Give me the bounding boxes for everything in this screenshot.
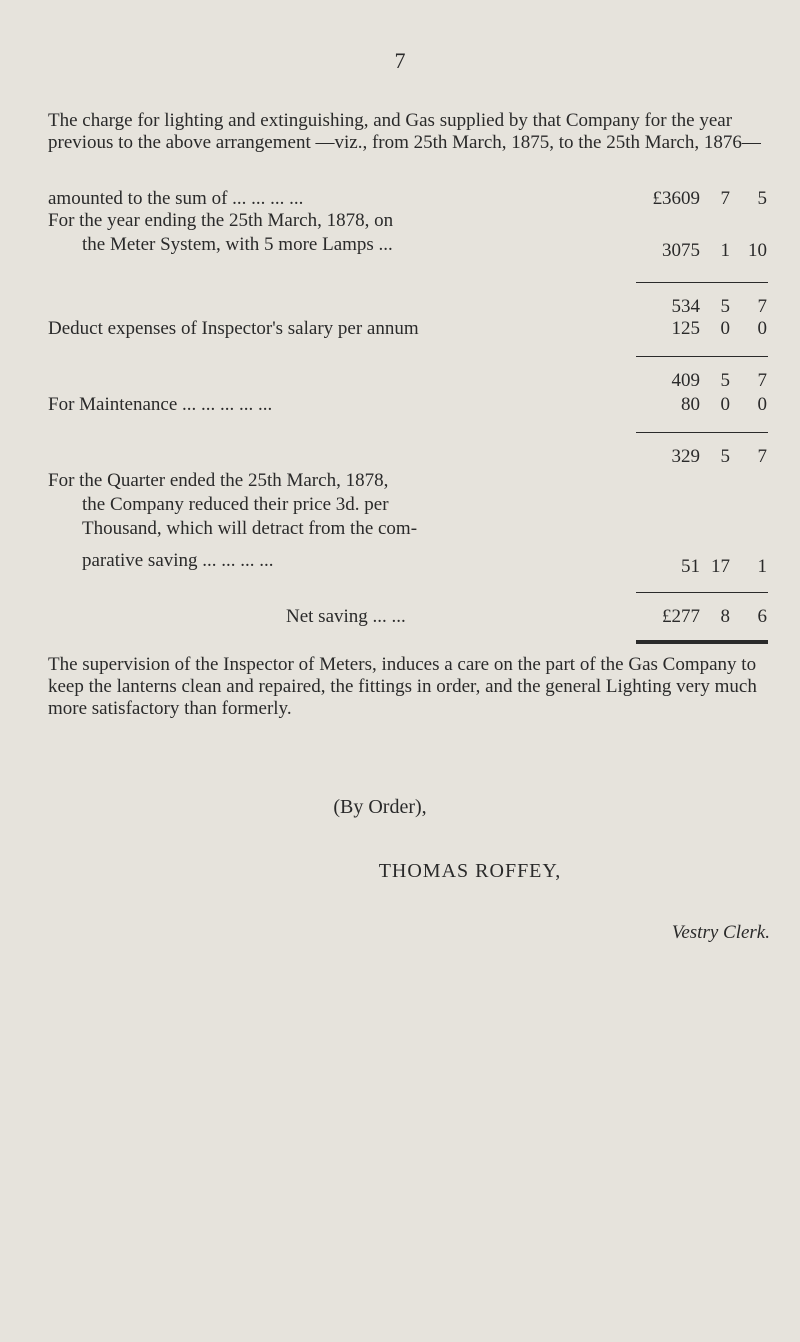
row-meter-pounds: 3075 <box>662 240 700 261</box>
row-amounted-pounds: £3609 <box>652 188 700 209</box>
subtotal-2-shillings: 5 <box>720 370 730 391</box>
subtotal-2-pence: 7 <box>757 370 767 391</box>
row-maintenance-pence: 0 <box>757 394 767 415</box>
row-maintenance-shillings: 0 <box>720 394 730 415</box>
subtotal-3-shillings: 5 <box>720 446 730 467</box>
row-quarter-pounds: 51 <box>681 556 700 577</box>
rule-final <box>636 640 768 644</box>
page-number: 7 <box>394 48 406 73</box>
rule-2 <box>636 356 768 357</box>
row-inspector-label: Deduct expenses of Inspector's salary per annum <box>48 318 419 339</box>
row-quarter-shillings: 17 <box>711 556 730 577</box>
row-quarter-label-4: parative saving ... ... ... ... <box>82 550 274 571</box>
row-meter-pence: 10 <box>748 240 767 261</box>
signatory-name: THOMAS ROFFEY, <box>378 860 562 882</box>
row-amounted-pence: 5 <box>757 188 767 209</box>
row-meter-label-1: For the year ending the 25th March, 1878, on <box>48 210 394 231</box>
row-quarter-label-3: Thousand, which will detract from the com- <box>82 518 418 539</box>
row-amounted-shillings: 7 <box>720 188 730 209</box>
rule-3 <box>636 432 768 433</box>
row-inspector-pence: 0 <box>757 318 767 339</box>
row-quarter-pence: 1 <box>757 556 767 577</box>
subtotal-3-pounds: 329 <box>671 446 700 467</box>
by-order: (By Order), <box>333 796 427 818</box>
subtotal-2-pounds: 409 <box>671 370 700 391</box>
subtotal-1-pence: 7 <box>757 296 767 317</box>
subtotal-3-pence: 7 <box>757 446 767 467</box>
row-inspector-shillings: 0 <box>720 318 730 339</box>
closing-paragraph: The supervision of the Inspector of Meters, induces a care on the part of the Gas Company to keep the lanterns clean and repaired, the fittings in order, and the general Lighting very much more satisfactory than formerly. <box>48 654 757 719</box>
net-saving-label: Net saving ... ... <box>286 606 406 627</box>
row-amounted-label: amounted to the sum of ... ... ... ... <box>48 188 304 209</box>
row-meter-shillings: 1 <box>720 240 730 261</box>
rule-1 <box>636 282 768 283</box>
subtotal-1-shillings: 5 <box>720 296 730 317</box>
subtotal-1-pounds: 534 <box>671 296 700 317</box>
row-meter-label-2: the Meter System, with 5 more Lamps ... <box>82 234 393 255</box>
net-saving-pence: 6 <box>757 606 767 627</box>
rule-4 <box>636 592 768 593</box>
intro-paragraph: The charge for lighting and extinguishing, and Gas supplied by that Company for the year previous to the above arrangement —viz., from 25th March, 1875, to the 25th March, 1876— <box>48 110 761 153</box>
net-saving-pounds: £277 <box>662 606 700 627</box>
row-quarter-label-2: the Company reduced their price 3d. per <box>82 494 389 515</box>
signatory-title: Vestry Clerk. <box>671 922 770 943</box>
row-quarter-label-1: For the Quarter ended the 25th March, 1878, <box>48 470 389 491</box>
net-saving-shillings: 8 <box>720 606 730 627</box>
row-maintenance-label: For Maintenance ... ... ... ... ... <box>48 394 273 415</box>
row-inspector-pounds: 125 <box>671 318 700 339</box>
row-maintenance-pounds: 80 <box>681 394 700 415</box>
